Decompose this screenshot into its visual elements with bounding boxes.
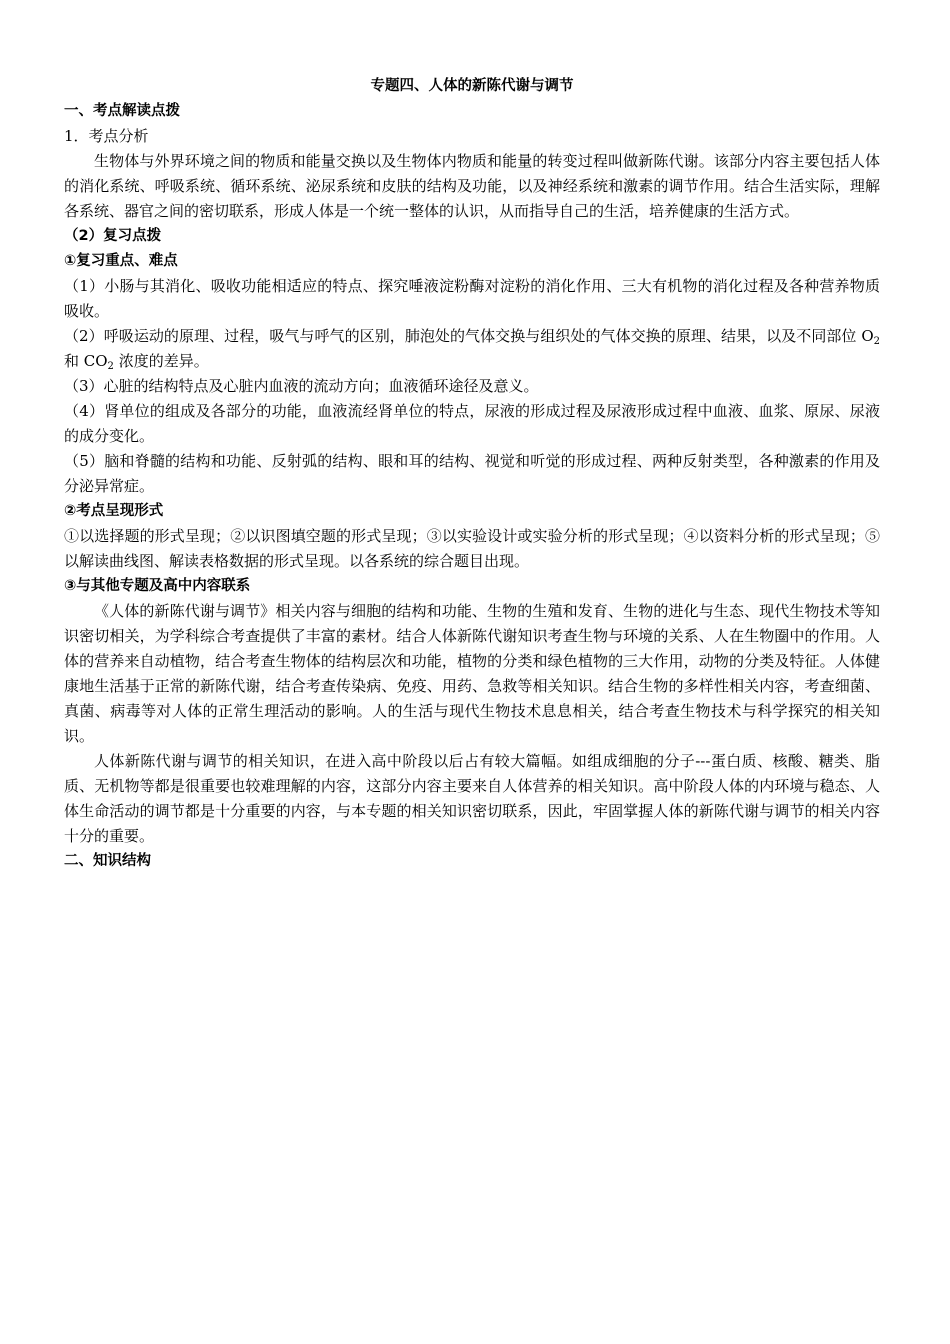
key-point-3: （3）心脏的结构特点及心脏内血液的流动方向；血液循环途径及意义。 [64,377,539,395]
presentation-forms-paragraph: ①以选择题的形式呈现；②以识图填空题的形式呈现；③以实验设计或实验分析的形式呈现；④以资料分析的形式呈现；⑤以解读曲线图、解读表格数据的形式呈现。以各系统的综合题目出现。 [64,527,880,570]
key-point-5: （5）脑和脊髓的结构和功能、反射弧的结构、眼和耳的结构、视觉和听觉的形成过程、两种反射类型，各种激素的作用及分泌异常症。 [64,452,880,495]
key-point-2-text-c: 浓度的差异。 [113,352,209,370]
section-heading-knowledge-structure: 二、知识结构 [64,853,151,869]
o2-subscript: 2 [873,336,880,347]
key-point-2 [64,324,880,374]
links-paragraph-1: 《人体的新陈代谢与调节》相关内容与细胞的结构和功能、生物的生殖和发育、生物的进化与生态、现代生物技术等知识密切相关，为学科综合考查提供了丰富的素材。结合人体新陈代谢知识考查生物与环境的关系、人在生物圈中的作用。人体的营养来自动植物，结合考查生物体的结构层次和功能，植物的分类和绿色植物的三大作用，动物的分类及特征。人体健康地生活基于正常的新陈代谢，结合考查传染病、免疫、用药、急救等相关知识。结合生物的多样性相关内容，考查细菌、真菌、病毒等对人体的正常生理活动的影响。人的生活与现代生物技术息息相关，结合考查生物技术与科学探究的相关知识。 [64,602,880,745]
intro-paragraph: 生物体与外界环境之间的物质和能量交换以及生物体内物质和能量的转变过程叫做新陈代谢。该部分内容主要包括人体的消化系统、呼吸系统、循环系统、泌尿系统和皮肤的结构及功能，以及神经系统和激素的调节作用。结合生活实际，理解各系统、器官之间的密切联系，形成人体是一个统一整体的认识，从而指导自己的生活，培养健康的生活方式。 [64,152,880,220]
subheading-review-tips: （2）复习点拨 [64,228,162,244]
links-paragraph-2: 人体新陈代谢与调节的相关知识，在进入高中阶段以后占有较大篇幅。如组成细胞的分子---蛋白质、核酸、糖类、脂质、无机物等都是很重要也较难理解的内容，这部分内容主要来自人体营养的相关知识。高中阶段人体的内环境与稳态、人体生命活动的调节都是十分重要的内容，与本专题的相关知识密切联系，因此，牢固掌握人体的新陈代谢与调节的相关内容十分的重要。 [64,752,880,845]
heading-key-points: ①复习重点、难点 [64,253,178,269]
document-page [64,74,880,874]
key-point-1: （1）小肠与其消化、吸收功能相适应的特点、探究唾液淀粉酶对淀粉的消化作用、三大有机物的消化过程及各种营养物质吸收。 [64,277,880,320]
document-title: 专题四、人体的新陈代谢与调节 [370,78,574,94]
section-heading-exam-points: 一、考点解读点拨 [64,103,180,119]
key-point-2-text-b: 和 CO [64,352,108,370]
subheading-analysis: 1．考点分析 [64,127,149,145]
key-point-4: （4）肾单位的组成及各部分的功能，血液流经肾单位的特点，尿液的形成过程及尿液形成过程中血液、血浆、原尿、尿液的成分变化。 [64,402,880,445]
heading-links: ③与其他专题及高中内容联系 [64,578,251,594]
co2-subscript: 2 [107,361,114,372]
key-point-2-text-a: （2）呼吸运动的原理、过程，吸气与呼气的区别，肺泡处的气体交换与组织处的气体交换的原理、结果，以及不同部位 O [64,327,874,345]
heading-presentation-forms: ②考点呈现形式 [64,503,164,519]
